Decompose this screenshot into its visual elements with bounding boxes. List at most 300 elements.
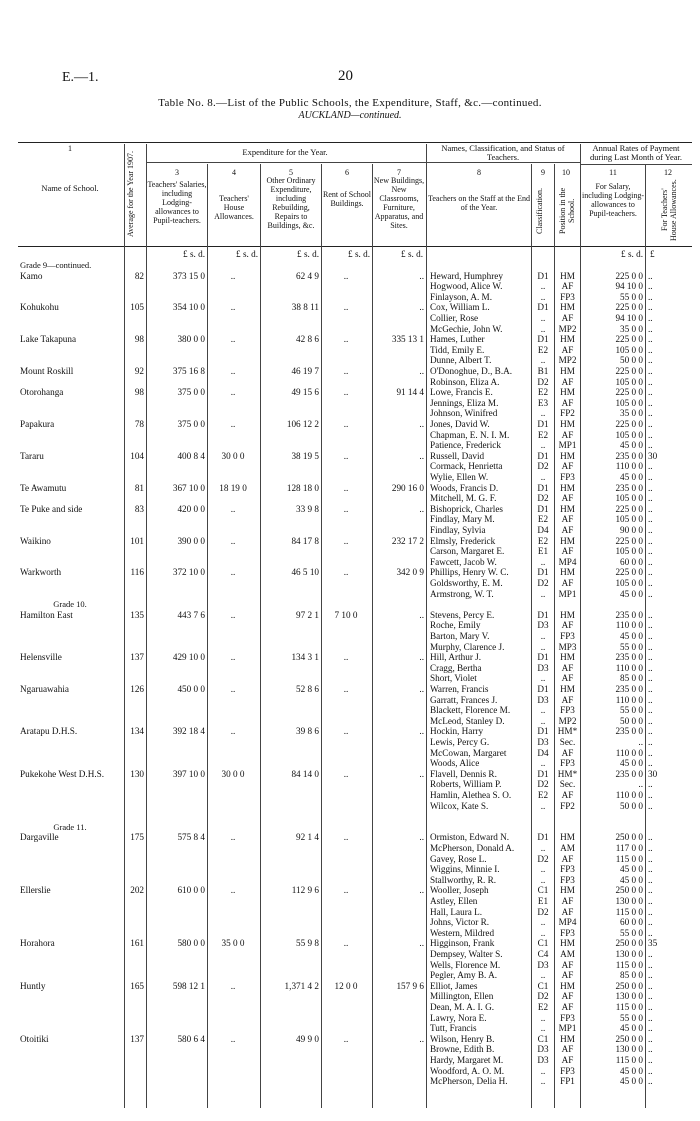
salary-rate-cell: 60 0 0 [620, 917, 643, 928]
salary-rate-cell: 45 0 0 [620, 874, 643, 885]
average-cell: 175 [130, 832, 144, 843]
teacher-name-cell: Hames, Luther [430, 334, 485, 345]
rent-cell: .. [343, 302, 349, 313]
position-cell: AF [561, 578, 574, 588]
average-cell: 135 [130, 609, 144, 620]
house-rate-cell: .. [648, 482, 653, 493]
salary-rate-cell: 105 0 0 [615, 514, 643, 525]
position-cell: HM [560, 567, 575, 578]
salary-rate-cell: 45 0 0 [620, 758, 643, 769]
other-expenditure-cell: 106 12 2 [286, 419, 319, 429]
teacher-name-cell: Gavey, Rose L. [430, 853, 487, 864]
col11-header: For Salary, including Lodging-allowances to Pupil-teachers. [582, 182, 644, 218]
school-name-cell: Huntly [20, 980, 46, 991]
salaries-cell: 429 10 0 [172, 652, 205, 663]
new-buildings-cell: .. [419, 609, 424, 620]
salary-rate-cell: 115 0 0 [615, 959, 643, 970]
classification-cell: .. [540, 917, 546, 928]
teacher-name-cell: Chapman, E. N. I. M. [430, 429, 510, 440]
teacher-name-cell: Elliot, James [430, 980, 478, 991]
salary-rate-cell: 35 0 0 [620, 323, 643, 334]
teacher-name-cell: Findlay, Sylvia [430, 525, 486, 535]
teacher-name-cell: Woodford, A. O. M. [430, 1065, 505, 1076]
school-name-cell: Te Puke and side [20, 503, 83, 514]
new-buildings-cell: .. [419, 503, 424, 514]
column-rule [580, 144, 581, 1108]
teacher-name-cell: Findlay, Mary M. [430, 514, 495, 525]
position-cell: AF [561, 896, 574, 906]
position-cell: MP3 [558, 641, 577, 652]
salary-rate-cell: 225 0 0 [615, 567, 643, 578]
new-buildings-cell: .. [419, 450, 424, 461]
house-rate-cell: .. [648, 800, 653, 811]
salary-rate-cell: 45 0 0 [620, 588, 643, 599]
salaries-cell: 375 16 8 [172, 366, 205, 376]
teacher-name-cell: Hardy, Margaret M. [430, 1055, 504, 1065]
position-cell: AF [561, 313, 574, 323]
position-cell: AF [561, 493, 574, 504]
position-cell: HM [560, 832, 575, 843]
salary-rate-cell: 250 0 0 [615, 938, 643, 949]
new-buildings-cell: .. [419, 1033, 424, 1044]
salary-rate-cell: 235 0 0 [615, 482, 643, 493]
school-name-cell: Hamilton East [20, 609, 73, 620]
average-cell: 137 [130, 652, 144, 663]
col11-number: 11 [609, 168, 617, 177]
teacher-name-cell: Ormiston, Edward N. [430, 832, 510, 843]
house-allowance-cell: .. [230, 387, 236, 398]
salary-rate-cell: 225 0 0 [615, 419, 643, 429]
average-cell: 116 [130, 567, 144, 578]
salary-rate-cell: 110 0 0 [615, 620, 643, 631]
salaries-cell: 580 0 0 [177, 938, 205, 949]
house-rate-cell: .. [648, 970, 653, 981]
house-rate-cell: .. [648, 323, 653, 334]
classification-cell: D4 [537, 747, 549, 758]
house-rate-cell: .. [648, 1023, 653, 1034]
house-rate-cell: .. [648, 313, 653, 323]
position-cell: AF [561, 344, 574, 355]
rent-cell: .. [343, 832, 349, 843]
teacher-name-cell: Dempsey, Walter S. [430, 949, 503, 959]
column-rule [146, 144, 147, 1108]
teacher-name-cell: Pegler, Amy B. A. [430, 970, 498, 981]
school-name-cell: Ngaruawahia [20, 684, 69, 694]
salary-rate-cell: 225 0 0 [615, 387, 643, 398]
position-cell: HM [560, 302, 575, 313]
table-title: Table No. 8.—List of the Public Schools, the Expenditure, Staff, &c.—continued. [158, 97, 542, 109]
col4-header: Teachers' House Allowances. [214, 194, 254, 221]
salaries-cell: 575 8 4 [177, 832, 205, 843]
teacher-name-cell: Goldsworthy, E. M. [430, 578, 503, 588]
col9-number: 9 [541, 168, 545, 177]
classification-cell: D2 [537, 779, 549, 790]
house-allowance-cell: .. [230, 652, 236, 663]
house-rate-cell: .. [648, 1044, 653, 1055]
position-cell: FP3 [560, 291, 575, 302]
other-expenditure-cell: 38 19 5 [291, 450, 319, 461]
col5-header: Other Ordinary Expenditure, including Rebuilding, Repairs to Buildings, &c. [266, 176, 316, 230]
house-allowance-cell: .. [230, 567, 236, 578]
position-cell: HM [560, 334, 575, 345]
other-expenditure-cell: 52 8 6 [296, 684, 319, 694]
teacher-name-cell: Roche, Emily [430, 620, 481, 631]
classification-cell: .. [540, 673, 546, 684]
salary-rate-cell: 105 0 0 [615, 429, 643, 440]
teacher-name-cell: Hill, Arthur J. [430, 652, 482, 663]
classification-cell: .. [540, 472, 546, 482]
teacher-name-cell: McGechie, John W. [430, 323, 503, 334]
average-cell: 98 [134, 334, 144, 345]
new-buildings-cell: .. [419, 832, 424, 843]
classification-cell: E2 [537, 387, 549, 398]
salaries-cell: 375 0 0 [177, 387, 205, 398]
col10-header: Position in the School. [558, 187, 576, 235]
house-rate-cell: .. [648, 715, 653, 726]
position-cell: MP2 [558, 323, 577, 334]
classification-cell: D2 [537, 853, 549, 864]
house-rate-cell: .. [648, 376, 653, 387]
teacher-name-cell: Wilson, Henry B. [430, 1033, 495, 1044]
col12-number: 12 [664, 168, 672, 177]
new-buildings-cell: 342 0 9 [396, 567, 424, 578]
house-rate-cell: .. [648, 620, 653, 631]
classification-cell: D1 [537, 567, 549, 578]
rent-cell: .. [343, 938, 349, 949]
rent-cell: .. [343, 366, 349, 376]
position-cell: HM [560, 419, 575, 429]
house-rate-cell: .. [648, 843, 653, 853]
house-allowance-cell: 18 19 0 [219, 482, 247, 493]
classification-cell: E1 [537, 546, 549, 557]
house-rate-cell: .. [648, 567, 653, 578]
average-cell: 134 [130, 726, 144, 737]
classification-cell: D2 [537, 493, 549, 504]
salary-rate-cell: 225 0 0 [615, 503, 643, 514]
other-expenditure-cell: 49 9 0 [296, 1033, 319, 1044]
salary-rate-cell: 60 0 0 [620, 556, 643, 567]
house-rate-cell: .. [648, 535, 653, 546]
position-cell: AF [561, 959, 574, 970]
house-allowance-cell: .. [230, 334, 236, 345]
position-cell: HM [560, 652, 575, 663]
house-rate-cell: .. [648, 1002, 653, 1012]
classification-cell: B1 [537, 366, 549, 376]
salary-rate-cell: 117 0 0 [615, 843, 643, 853]
teacher-name-cell: Armstrong, W. T. [430, 588, 494, 599]
classification-cell: .. [540, 800, 546, 811]
house-rate-cell: .. [648, 927, 653, 938]
rent-cell: .. [343, 726, 349, 737]
school-name-cell: Waikino [20, 535, 51, 546]
house-rate-cell: .. [648, 419, 653, 429]
salary-rate-cell: 45 0 0 [620, 440, 643, 451]
school-name-cell: Ellerslie [20, 885, 51, 896]
new-buildings-cell: .. [419, 652, 424, 663]
classification-cell: D2 [537, 376, 549, 387]
salary-rate-cell: 225 0 0 [615, 334, 643, 345]
salary-rate-cell: 130 0 0 [615, 991, 643, 1002]
position-cell: AF [561, 461, 574, 472]
salaries-cell: 373 15 0 [172, 270, 205, 281]
teacher-name-cell: Patience, Frederick [430, 440, 501, 451]
house-allowance-cell: .. [230, 535, 236, 546]
position-cell: AF [561, 662, 574, 673]
house-rate-cell: .. [648, 397, 653, 408]
house-rate-cell: .. [648, 493, 653, 504]
house-rate-cell: .. [648, 609, 653, 620]
house-rate-cell: 30 [648, 768, 658, 779]
salary-rate-cell: 235 0 0 [615, 726, 643, 737]
house-rate-cell: .. [648, 281, 653, 292]
salaries-cell: 598 12 1 [172, 980, 205, 991]
column-rule [321, 164, 322, 1108]
new-buildings-cell: .. [419, 768, 424, 779]
classification-cell: .. [540, 705, 546, 716]
salaries-cell: 610 0 0 [177, 885, 205, 896]
teacher-name-cell: Woods, Francis D. [430, 482, 499, 493]
position-cell: FP2 [560, 408, 575, 419]
position-cell: AM [560, 949, 575, 959]
position-cell: FP3 [560, 758, 575, 769]
col3-header: Teachers' Salaries, including Lodging-allowances to Pupil-teachers. [147, 180, 207, 225]
salary-rate-cell: 250 0 0 [615, 832, 643, 843]
position-cell: AF [561, 694, 574, 705]
position-cell: AF [561, 1055, 574, 1065]
position-cell: FP3 [560, 874, 575, 885]
classification-cell: D3 [537, 959, 549, 970]
salary-rate-cell: 225 0 0 [615, 302, 643, 313]
position-cell: FP3 [560, 472, 575, 482]
other-expenditure-cell: 62 4 9 [296, 270, 319, 281]
teacher-name-cell: Wiggins, Minnie I. [430, 864, 500, 875]
classification-cell: C1 [537, 980, 549, 991]
classification-cell: .. [540, 408, 546, 419]
teacher-name-cell: McPherson, Delia H. [430, 1076, 508, 1087]
position-cell: AF [561, 906, 574, 917]
salary-rate-cell: 105 0 0 [615, 578, 643, 588]
house-rate-cell: .. [648, 514, 653, 525]
teacher-name-cell: Cormack, Henrietta [430, 461, 503, 472]
new-buildings-cell: .. [419, 366, 424, 376]
grade-heading: Grade 10. [53, 599, 87, 610]
salary-rate-cell: 45 0 0 [620, 1023, 643, 1034]
salary-rate-cell: 90 0 0 [620, 525, 643, 535]
average-cell: 92 [134, 366, 144, 376]
house-allowance-cell: 30 0 0 [221, 450, 245, 461]
position-cell: AF [561, 853, 574, 864]
classification-cell: .. [540, 715, 546, 726]
position-cell: HM [560, 684, 575, 694]
teacher-name-cell: Lawry, Nora E. [430, 1012, 487, 1023]
other-expenditure-cell: 84 17 8 [291, 535, 319, 546]
house-rate-cell: .. [648, 503, 653, 514]
teacher-name-cell: Wooller, Joseph [430, 885, 489, 896]
rent-cell: .. [343, 450, 349, 461]
rent-cell: .. [343, 567, 349, 578]
teacher-name-cell: Stallworthy, R. R. [430, 874, 497, 885]
position-cell: HM* [557, 726, 578, 737]
other-expenditure-cell: 46 19 7 [291, 366, 319, 376]
school-name-cell: Helensville [20, 652, 62, 663]
average-cell: 81 [134, 482, 144, 493]
salaries-cell: 354 10 0 [172, 302, 205, 313]
salary-rate-cell: 115 0 0 [615, 1055, 643, 1065]
house-allowance-cell: .. [230, 726, 236, 737]
teacher-name-cell: Fawcett, Jacob W. [430, 556, 497, 567]
position-cell: AF [561, 1044, 574, 1055]
classification-cell: E2 [537, 429, 549, 440]
position-cell: Sec. [559, 779, 576, 790]
school-name-cell: Tararu [20, 450, 44, 461]
classification-cell: D4 [537, 525, 549, 535]
col3-number: 3 [175, 168, 179, 177]
classification-cell: C4 [537, 949, 549, 959]
column-rule [645, 164, 646, 1108]
teacher-name-cell: Mitchell, M. G. F. [430, 493, 497, 504]
col6-number: 6 [345, 168, 349, 177]
house-rate-cell: .. [648, 885, 653, 896]
house-rate-cell: 30 [648, 450, 658, 461]
classification-cell: .. [540, 927, 546, 938]
col5-number: 5 [289, 168, 293, 177]
house-allowance-cell: .. [230, 980, 236, 991]
classification-cell: .. [540, 1012, 546, 1023]
house-rate-cell: .. [648, 408, 653, 419]
salary-rate-cell: 50 0 0 [620, 800, 643, 811]
classification-cell: D3 [537, 1044, 549, 1055]
position-cell: FP1 [560, 1076, 575, 1087]
teacher-name-cell: Lowe, Francis E. [430, 387, 493, 398]
house-rate-cell: .. [648, 525, 653, 535]
position-cell: AF [561, 620, 574, 631]
salaries-cell: 372 10 0 [172, 567, 205, 578]
teacher-name-cell: Jones, David W. [430, 419, 490, 429]
teacher-name-cell: Collier, Rose [430, 313, 479, 323]
teacher-name-cell: Blackett, Florence M. [430, 705, 511, 716]
grade-heading: Grade 11. [53, 821, 87, 832]
school-name-cell: Otoitiki [20, 1033, 49, 1044]
house-rate-cell: .. [648, 440, 653, 451]
teacher-name-cell: Roberts, William P. [430, 779, 502, 790]
house-rate-cell: .. [648, 1065, 653, 1076]
house-allowance-cell: .. [230, 609, 236, 620]
house-allowance-cell: .. [230, 1033, 236, 1044]
salaries-cell: 390 0 0 [177, 535, 205, 546]
house-rate-cell: .. [648, 387, 653, 398]
classification-cell: D3 [537, 694, 549, 705]
salary-rate-cell: 105 0 0 [615, 493, 643, 504]
classification-cell: D1 [537, 768, 549, 779]
units-c6: £ s. d. [348, 249, 370, 259]
teacher-name-cell: Wylie, Ellen W. [430, 472, 489, 482]
column-rule [372, 164, 373, 1108]
classification-cell: D3 [537, 662, 549, 673]
classification-cell: .. [540, 313, 546, 323]
house-rate-cell: .. [648, 684, 653, 694]
salary-rate-cell: 110 0 0 [615, 694, 643, 705]
house-rate-cell: .. [648, 588, 653, 599]
classification-cell: D3 [537, 1055, 549, 1065]
house-allowance-cell: .. [230, 885, 236, 896]
school-name-cell: Kohukohu [20, 302, 59, 313]
page-number: 20 [338, 68, 353, 84]
classification-cell: D1 [537, 419, 549, 429]
position-cell: AM [560, 843, 575, 853]
salary-rate-cell: 85 0 0 [620, 673, 643, 684]
classification-cell: .. [540, 874, 546, 885]
units-c3: £ s. d. [183, 249, 205, 259]
house-rate-cell: .. [648, 790, 653, 800]
classification-cell: .. [540, 970, 546, 981]
classification-cell: .. [540, 843, 546, 853]
house-allowance-cell: .. [230, 503, 236, 514]
house-rate-cell: .. [648, 344, 653, 355]
teacher-name-cell: Garratt, Frances J. [430, 694, 498, 705]
salaries-cell: 380 0 0 [177, 334, 205, 345]
classification-cell: E2 [537, 535, 549, 546]
classification-cell: D1 [537, 609, 549, 620]
teacher-name-cell: Dunne, Albert T. [430, 355, 492, 366]
classification-cell: D1 [537, 726, 549, 737]
rent-cell: .. [343, 684, 349, 694]
units-c12: £ [650, 249, 655, 259]
position-cell: AF [561, 1002, 574, 1012]
classification-cell: E2 [537, 514, 549, 525]
school-name-cell: Pukekohe West D.H.S. [20, 768, 105, 779]
position-cell: HM [560, 366, 575, 376]
region-subtitle: AUCKLAND—continued. [298, 110, 402, 121]
position-cell: AF [561, 397, 574, 408]
teacher-name-cell: Woods, Alice [430, 758, 480, 769]
col9-header: Classification. [535, 188, 544, 234]
salary-rate-cell: 115 0 0 [615, 853, 643, 864]
teacher-name-cell: Bishoprick, Charles [430, 503, 503, 514]
column-rule [426, 144, 427, 1108]
teacher-name-cell: Hogwood, Alice W. [430, 281, 503, 292]
salary-rate-cell: 105 0 0 [615, 376, 643, 387]
other-expenditure-cell: 38 8 11 [291, 302, 319, 313]
salary-rate-cell: 45 0 0 [620, 1065, 643, 1076]
position-cell: HM [560, 609, 575, 620]
average-cell: 83 [134, 503, 144, 514]
other-expenditure-cell: 33 9 8 [296, 503, 319, 514]
teacher-name-cell: Murphy, Clarence J. [430, 641, 505, 652]
rent-cell: .. [343, 387, 349, 398]
teacher-name-cell: McLeod, Stanley D. [430, 715, 505, 726]
salary-rate-cell: 45 0 0 [620, 1076, 643, 1087]
average-cell: 104 [130, 450, 144, 461]
house-rate-cell: .. [648, 991, 653, 1002]
teacher-name-cell: Jennings, Eliza M. [430, 397, 499, 408]
house-allowance-cell: .. [230, 270, 236, 281]
classification-cell: .. [540, 864, 546, 875]
house-rate-cell: .. [648, 641, 653, 652]
house-rate-cell: .. [648, 1055, 653, 1065]
teacher-name-cell: Millington, Ellen [430, 991, 494, 1002]
teacher-name-cell: O'Donoghue, D., B.A. [430, 366, 513, 376]
classification-cell: .. [540, 1076, 546, 1087]
house-allowance-cell: .. [230, 366, 236, 376]
salary-rate-cell: 235 0 0 [615, 684, 643, 694]
house-rate-cell: .. [648, 429, 653, 440]
position-cell: AF [561, 281, 574, 292]
classification-cell: D1 [537, 832, 549, 843]
salary-rate-cell: 250 0 0 [615, 1033, 643, 1044]
house-rate-cell: .. [648, 896, 653, 906]
other-expenditure-cell: 39 8 6 [296, 726, 319, 737]
position-cell: AF [561, 747, 574, 758]
